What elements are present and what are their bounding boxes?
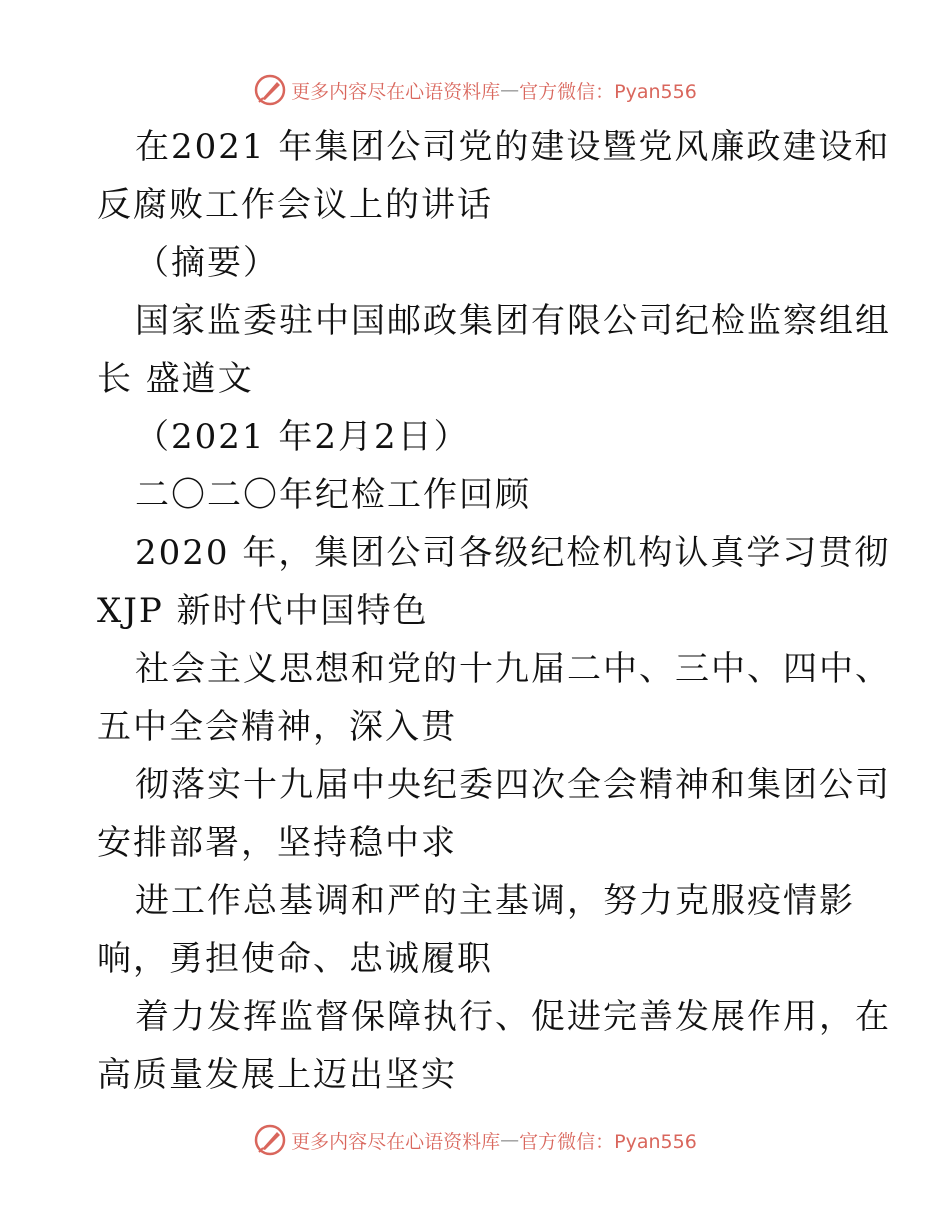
watermark-separator: — [500,79,520,101]
doc-line: 长 盛遒文 [97,359,254,399]
watermark-brand-text: 更多内容尽在心语资料库 [291,1130,501,1153]
watermark-brand-text: 更多内容尽在心语资料库 [291,80,501,103]
feather-pen-logo-icon [253,1123,287,1157]
doc-line: （摘要） [135,243,279,283]
footer-watermark [0,1120,950,1160]
header-watermark [0,70,950,110]
doc-line: 二〇二〇年纪检工作回顾 [135,475,531,515]
feather-pen-logo-icon [253,73,287,107]
doc-line: 着力发挥监督保障执行、促进完善发展作用，在 [135,997,891,1037]
doc-line: 社会主义思想和党的十九届二中、三中、四中、 [135,649,891,689]
doc-line: 五中全会精神，深入贯 [97,707,457,747]
doc-line: 高质量发展上迈出坚实 [97,1055,457,1095]
doc-line: 在2021 年集团公司党的建设暨党风廉政建设和 [135,127,891,167]
doc-line: 进工作总基调和严的主基调，努力克服疫情影 [135,881,855,921]
doc-line: 响，勇担使命、忠诚履职 [97,939,493,979]
doc-line: 2020 年，集团公司各级纪检机构认真学习贯彻 [135,533,891,573]
watermark-separator: — [500,1129,520,1151]
document-body [97,118,891,1104]
watermark-wechat-text: 官方微信：Pyan556 [519,1130,697,1153]
doc-line: 反腐败工作会议上的讲话 [97,185,493,225]
doc-line: 彻落实十九届中央纪委四次全会精神和集团公司 [135,765,891,805]
watermark-wechat-text: 官方微信：Pyan556 [519,80,697,103]
doc-line: 安排部署，坚持稳中求 [97,823,457,863]
doc-line: XJP 新时代中国特色 [97,591,429,631]
doc-line: 国家监委驻中国邮政集团有限公司纪检监察组组 [135,301,891,341]
doc-line: （2021 年2月2日） [135,417,470,457]
